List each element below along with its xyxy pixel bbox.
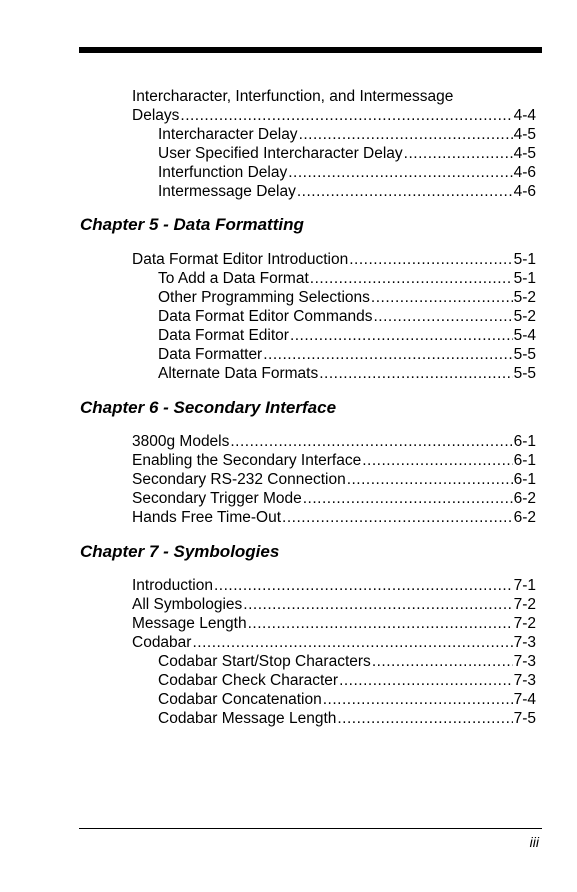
- toc-entry[interactable]: [158, 671, 536, 690]
- toc-entry-label: Codabar: [132, 634, 192, 651]
- toc-entry[interactable]: [132, 250, 536, 269]
- toc-entry-label: Other Programming Selections: [158, 289, 370, 306]
- toc-entry[interactable]: [158, 144, 536, 163]
- dot-leader: [290, 326, 513, 345]
- dot-leader: [337, 709, 512, 728]
- dot-leader: [319, 364, 512, 383]
- dot-leader: [214, 576, 513, 595]
- toc-entry-page: 7-3: [513, 672, 536, 689]
- toc-entry-page: 6-1: [513, 452, 536, 469]
- chapter-heading[interactable]: Chapter 6 - Secondary Interface: [80, 398, 337, 417]
- toc-entry[interactable]: [132, 614, 536, 633]
- toc-entry[interactable]: [132, 576, 536, 595]
- toc-entry[interactable]: [132, 595, 536, 614]
- dot-leader: [362, 451, 512, 470]
- toc-entry-page: 7-3: [513, 634, 536, 651]
- toc-entry-label: Codabar Message Length: [158, 710, 337, 727]
- toc-entry-page: 4-4: [513, 107, 536, 124]
- toc-entry-page: 5-5: [513, 346, 536, 363]
- toc-entry[interactable]: [158, 288, 536, 307]
- toc-entry-page: 5-4: [513, 327, 536, 344]
- toc-entry-page: 7-5: [513, 710, 536, 727]
- dot-leader: [323, 690, 513, 709]
- toc-entry-label: Interfunction Delay: [158, 164, 288, 181]
- toc-entry-label: All Symbologies: [132, 596, 243, 613]
- dot-leader: [371, 288, 513, 307]
- chapter-heading[interactable]: Chapter 5 - Data Formatting: [80, 215, 304, 234]
- toc-entry-page: 7-2: [513, 615, 536, 632]
- toc-entry-label: Data Format Editor Introduction: [132, 251, 349, 268]
- dot-leader: [243, 595, 512, 614]
- toc-entry-label: Codabar Concatenation: [158, 691, 322, 708]
- dot-leader: [374, 307, 513, 326]
- toc-entry[interactable]: [132, 633, 536, 652]
- dot-leader: [297, 182, 513, 201]
- toc-entry[interactable]: [132, 451, 536, 470]
- toc-entry[interactable]: [158, 709, 536, 728]
- dot-leader: [299, 125, 513, 144]
- toc-entry-label: Hands Free Time-Out: [132, 509, 282, 526]
- dot-leader: [303, 489, 513, 508]
- toc-entry-label: Secondary RS-232 Connection: [132, 471, 346, 488]
- toc-entry-page: 5-2: [513, 289, 536, 306]
- toc-entry-label: Introduction: [132, 577, 213, 594]
- toc-entry[interactable]: [132, 508, 536, 527]
- toc-entry-page: 5-5: [513, 365, 536, 382]
- toc-entry-page: 4-6: [513, 183, 536, 200]
- toc-entry[interactable]: [158, 125, 536, 144]
- page-number: iii: [529, 834, 539, 850]
- toc-entry-label: Alternate Data Formats: [158, 365, 319, 382]
- dot-leader: [248, 614, 513, 633]
- toc-entry-page: 5-1: [513, 251, 536, 268]
- dot-leader: [372, 652, 513, 671]
- toc-entry-page: 4-6: [513, 164, 536, 181]
- toc-entry[interactable]: [158, 652, 536, 671]
- toc-entry-page: 4-5: [513, 126, 536, 143]
- toc-entry[interactable]: [158, 690, 536, 709]
- toc-entry[interactable]: [132, 432, 536, 451]
- toc-entry[interactable]: [158, 307, 536, 326]
- dot-leader: [288, 163, 512, 182]
- dot-leader: [310, 269, 513, 288]
- toc-entry-label: Delays: [132, 107, 180, 124]
- toc-entry[interactable]: [158, 345, 536, 364]
- dot-leader: [180, 106, 512, 125]
- dot-leader: [349, 250, 512, 269]
- toc-entry-label: Codabar Start/Stop Characters: [158, 653, 371, 670]
- chapter-heading[interactable]: Chapter 7 - Symbologies: [80, 542, 280, 561]
- toc-entry-page: 6-1: [513, 433, 536, 450]
- dot-leader: [404, 144, 513, 163]
- toc-entry-page: 7-1: [513, 577, 536, 594]
- toc-entry[interactable]: [158, 269, 536, 288]
- dot-leader: [230, 432, 512, 451]
- toc-entry-label: Codabar Check Character: [158, 672, 339, 689]
- toc-entry-label: Intermessage Delay: [158, 183, 296, 200]
- toc-entry-page: 6-1: [513, 471, 536, 488]
- header-rule: [79, 47, 542, 53]
- dot-leader: [282, 508, 513, 527]
- toc-entry-label: Intercharacter Delay: [158, 126, 298, 143]
- toc-entry[interactable]: [132, 470, 536, 489]
- toc-entry-title: [132, 87, 453, 106]
- toc-entry-label: 3800g Models: [132, 433, 230, 450]
- toc-entry[interactable]: [132, 489, 536, 508]
- toc-entry-page: 7-4: [513, 691, 536, 708]
- toc-entry[interactable]: [158, 364, 536, 383]
- toc-entry-page: 4-5: [513, 145, 536, 162]
- toc-entry-label: Message Length: [132, 615, 247, 632]
- dot-leader: [263, 345, 512, 364]
- toc-entry[interactable]: [158, 163, 536, 182]
- toc-entry-label: Intercharacter, Interfunction, and Intermessage: [132, 88, 454, 105]
- footer-rule: [79, 828, 542, 829]
- toc-entry-page: 5-1: [513, 270, 536, 287]
- toc-entry-label: Enabling the Secondary Interface: [132, 452, 362, 469]
- toc-entry-label: Data Format Editor: [158, 327, 289, 344]
- toc-entry-page: 7-2: [513, 596, 536, 613]
- toc-entry-page: 6-2: [513, 490, 536, 507]
- toc-entry[interactable]: [132, 106, 536, 125]
- toc-entry-label: Data Format Editor Commands: [158, 308, 373, 325]
- toc-entry-label: To Add a Data Format: [158, 270, 309, 287]
- dot-leader: [347, 470, 513, 489]
- toc-entry-label: Data Formatter: [158, 346, 263, 363]
- toc-entry-label: Secondary Trigger Mode: [132, 490, 302, 507]
- toc-entry-page: 7-3: [513, 653, 536, 670]
- toc-entry[interactable]: [158, 326, 536, 345]
- toc-entry-label: User Specified Intercharacter Delay: [158, 145, 403, 162]
- toc-entry-page: 5-2: [513, 308, 536, 325]
- toc-entry-page: 6-2: [513, 509, 536, 526]
- dot-leader: [339, 671, 513, 690]
- toc-entry[interactable]: [158, 182, 536, 201]
- dot-leader: [192, 633, 512, 652]
